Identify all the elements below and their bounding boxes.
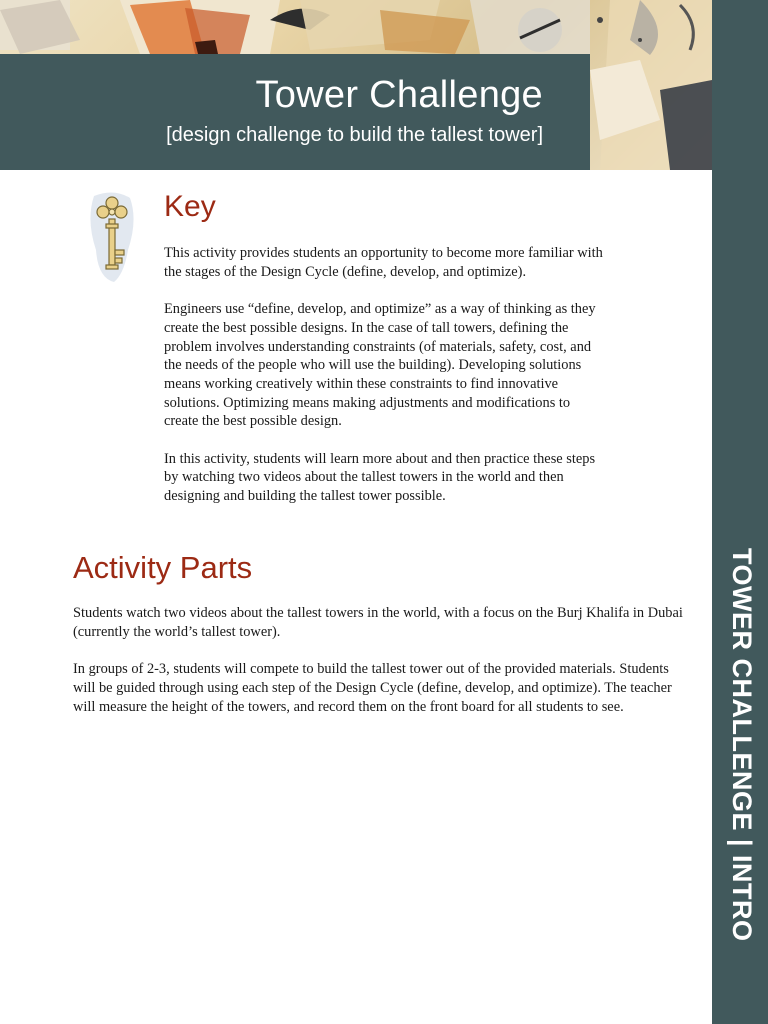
- activity-parts-paragraph-2: In groups of 2-3, students will compete to build the tallest tower out of the provided materials. Students will be guided through using each step of the Design Cycle (define, develop, and optimize). The teacher will measure the height of the towers, and record them on the front board for all students to see.: [73, 661, 672, 715]
- page-subtitle: [design challenge to build the tallest tower]: [166, 124, 543, 146]
- key-paragraph-1: This activity provides students an opportunity to become more familiar with the stages of the Design Cycle (define, develop, and optimize).: [164, 245, 603, 280]
- side-tab: [712, 0, 768, 1024]
- title-banner: [0, 54, 590, 170]
- activity-parts-paragraph-1: Students watch two videos about the tallest towers in the world, with a focus on the Burj Khalifa in Dubai (currently the world’s tallest tower).: [73, 605, 683, 640]
- activity-parts-heading: Activity Parts: [73, 550, 253, 585]
- key-icon: [84, 190, 140, 284]
- side-tab-label: TOWER CHALLENGE | INTRO: [727, 548, 757, 942]
- key-paragraph-2: Engineers use “define, develop, and optimize” as a way of thinking as they create the best possible designs. In the case of tall towers, defining the problem involves understanding constraints (of materials, safety, cost, and the needs of the people who will use the building). Developing solutions means working creatively within these constraints to find innovative solutions. Optimizing means making adjustments and modifications to create the best possible design.: [164, 301, 596, 430]
- activity-parts-body: [73, 604, 683, 735]
- key-heading: Key: [164, 190, 216, 223]
- key-paragraph-3: In this activity, students will learn more about and then practice these steps by watching two videos about the tallest towers in the world and then designing and building the tallest tower possible.: [164, 450, 596, 505]
- key-body: [164, 244, 604, 525]
- page-title: Tower Challenge: [255, 74, 543, 116]
